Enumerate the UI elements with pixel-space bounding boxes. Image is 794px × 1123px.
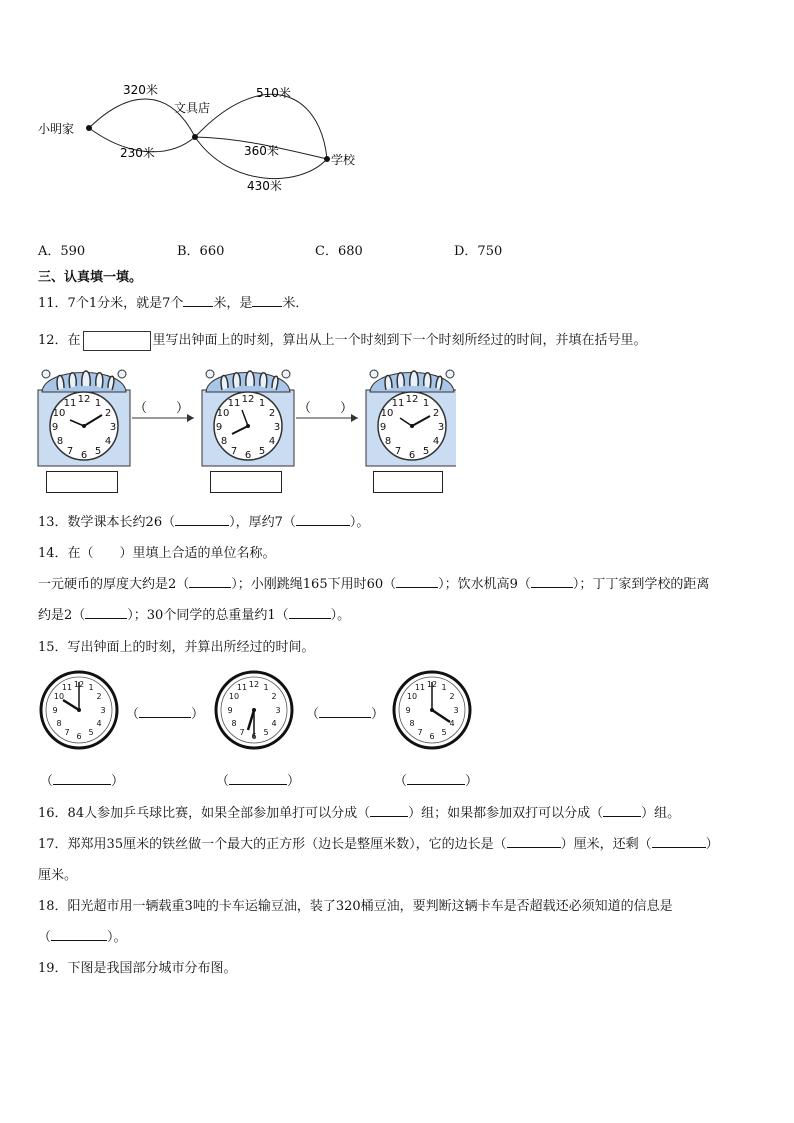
q15-interval-1[interactable]: （ ） bbox=[126, 707, 205, 722]
q11-blank-2[interactable] bbox=[252, 294, 282, 307]
question-17-line-1: 17．郑郑用35厘米的铁丝做一个最大的正方形（边长是整厘米数），它的边长是（ ）厘米，还剩（ ） bbox=[38, 837, 719, 852]
choice-a[interactable]: A．590 bbox=[38, 244, 86, 259]
distance-upper-right: 510米 bbox=[256, 86, 291, 100]
home-label: 小明家 bbox=[38, 122, 75, 136]
q11-blank-1[interactable] bbox=[183, 294, 213, 307]
q17-blank-1[interactable] bbox=[507, 836, 561, 848]
store-point bbox=[192, 134, 198, 140]
alarm-clock-row bbox=[36, 360, 456, 470]
q15-interval-2[interactable]: （ ） bbox=[306, 707, 385, 722]
q15-time-3[interactable]: （ ） bbox=[394, 774, 479, 789]
question-11: 11．7个1分米，就是7个 米，是 米． bbox=[38, 296, 309, 311]
q12-answer-box-2[interactable] bbox=[210, 471, 282, 493]
wall-clock-1 bbox=[41, 672, 117, 748]
q13-blank-2[interactable] bbox=[296, 514, 350, 526]
wall-clock-3 bbox=[394, 672, 470, 748]
svg-text:（: （ bbox=[298, 401, 312, 416]
question-12: 12．在 里写出钟面上的时刻，算出从上一个时刻到下一个时刻所经过的时间，并填在括号里。 bbox=[38, 329, 647, 351]
q15-time-2[interactable]: （ ） bbox=[216, 774, 301, 789]
question-14-line-1: 一元硬币的厚度大约是2（ ）；小刚跳绳165下用时60（ ）；饮水机高9（ ）；丁丁家到学校的距离 bbox=[38, 577, 710, 592]
choice-d[interactable]: D．750 bbox=[454, 244, 503, 259]
q12-answer-box-1[interactable] bbox=[46, 471, 118, 493]
question-19: 19．下图是我国部分城市分布图。 bbox=[38, 961, 237, 976]
svg-text:）: ） bbox=[340, 401, 354, 416]
question-18-line-2: （ ）。 bbox=[38, 930, 127, 945]
q12-answer-box-3[interactable] bbox=[373, 471, 443, 493]
distance-upper-left: 320米 bbox=[123, 83, 158, 97]
q14-blank-3[interactable] bbox=[531, 576, 573, 588]
q13-blank-1[interactable] bbox=[175, 514, 229, 526]
alarm-clock-3 bbox=[366, 370, 456, 466]
q14-blank-2[interactable] bbox=[396, 576, 438, 588]
question-13: 13．数学课本长约26（ ），厚约7（ ）。 bbox=[38, 515, 370, 530]
school-point bbox=[324, 156, 330, 162]
section-heading: 三、认真填一填。 bbox=[38, 270, 143, 285]
svg-text:）: ） bbox=[176, 401, 190, 416]
q18-blank[interactable] bbox=[51, 929, 107, 941]
question-16: 16．84人参加乒乓球比赛，如果全部参加单打可以分成（ ）组；如果都参加双打可以分成（ ）组。 bbox=[38, 806, 681, 821]
distance-lower-right: 430米 bbox=[247, 179, 282, 193]
distance-lower-left: 230米 bbox=[120, 146, 155, 160]
question-17-line-2: 厘米。 bbox=[38, 868, 78, 883]
route-diagram bbox=[30, 78, 370, 196]
q16-blank-1[interactable] bbox=[370, 805, 408, 817]
wall-clock-row bbox=[36, 668, 476, 752]
q14-blank-1[interactable] bbox=[189, 576, 231, 588]
distance-middle-right: 360米 bbox=[244, 144, 279, 158]
svg-text:（: （ bbox=[134, 401, 148, 416]
q14-blank-4[interactable] bbox=[85, 607, 127, 619]
q12-sample-box bbox=[83, 331, 151, 351]
alarm-clock-1 bbox=[38, 370, 130, 466]
question-14-title: 14．在（ ）里填上合适的单位名称。 bbox=[38, 546, 276, 561]
q14-blank-5[interactable] bbox=[289, 607, 331, 619]
q16-blank-2[interactable] bbox=[603, 805, 641, 817]
store-label: 文具店 bbox=[174, 101, 211, 115]
q17-blank-2[interactable] bbox=[652, 836, 706, 848]
wall-clock-2 bbox=[216, 672, 292, 748]
choice-c[interactable]: C．680 bbox=[315, 244, 363, 259]
school-label: 学校 bbox=[331, 153, 356, 167]
question-18-line-1: 18．阳光超市用一辆载重3吨的卡车运输豆油，装了320桶豆油，要判断这辆卡车是否超载还必须知道的信息是 bbox=[38, 899, 673, 914]
choice-b[interactable]: B．660 bbox=[177, 244, 225, 259]
alarm-clock-2 bbox=[202, 370, 294, 466]
q15-time-1[interactable]: （ ） bbox=[40, 774, 125, 789]
home-point bbox=[86, 125, 92, 131]
question-15-title: 15．写出钟面上的时刻，并算出所经过的时间。 bbox=[38, 640, 315, 655]
question-14-line-2: 约是2（ ）；30个同学的总重量约1（ ）。 bbox=[38, 608, 351, 623]
